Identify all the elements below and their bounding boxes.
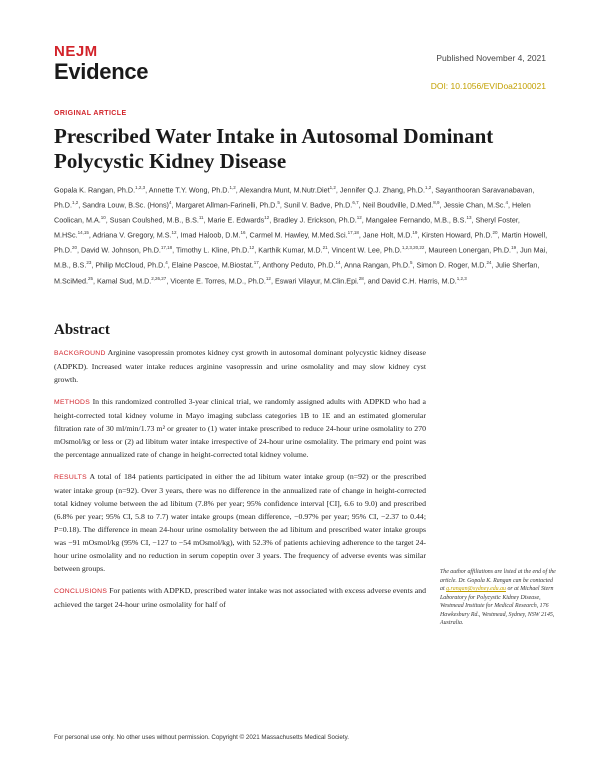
copyright-footer: For personal use only. No other uses without permission. Copyright © 2021 Massachusetts Medical Society. — [54, 734, 349, 741]
author-name: Jun Mai, M.B., B.S. — [54, 245, 548, 270]
author-name: Susan Coulshed, M.B., B.S. — [109, 215, 199, 225]
author-name: Alexandra Munt, M.Nutr.Diet — [239, 185, 330, 195]
author-name: Kirsten Howard, Ph.D. — [421, 230, 493, 240]
author-joiner: and — [367, 275, 380, 285]
author-name: Elaine Pascoe, M.Biostat. — [171, 260, 254, 270]
author-affiliation: 25 — [87, 275, 93, 281]
conclusions-label: CONCLUSIONS — [54, 588, 108, 595]
logo-evidence: Evidence — [54, 59, 149, 84]
abstract-methods — [54, 395, 426, 461]
author-name: Annette T.Y. Wong, Ph.D. — [148, 185, 230, 195]
author-affiliation: 20 — [71, 245, 77, 251]
author-affiliation: 1,2,3,20,22 — [401, 245, 425, 251]
results-text: A total of 184 patients participated in either the ad libitum water intake group (n=92) or the prescribed water intake group (n=92). Over 3 years, there was no difference in the annualized rate of change in height-corrected total kidney volume between the ad libitum (7.8% per year; 95% confidence interval [CI], 6.6 to 9.0) and prescribed (6.8% per year; 95% CI, 5.8 to 7.7) water intake groups (mean difference, −0.97% per year; 95% CI, −2.37 to 0.44; P=0.18). The difference in mean 24-hour urine osmolality between the ad libitum and prescribed water intake groups was −91 mOsmol/kg (95% CI, −127 to −54 mOsmol/kg), with 52.3% of patients achieving adherence to the target 24-hour urine osmolality and no reduction in serum copeptin over 3 years. The frequency of adverse events was similar between groups. — [54, 472, 426, 573]
author-affiliation: 12 — [356, 215, 362, 221]
logo-nejm: NEJM — [54, 43, 98, 60]
author-name: Jennifer Q.J. Zhang, Ph.D. — [339, 185, 425, 195]
author-name: Adriana V. Gregory, M.S. — [92, 230, 172, 240]
author-name: Martin Howell, Ph.D. — [54, 230, 548, 255]
author-affiliation: 5 — [410, 260, 413, 266]
conclusions-text: For patients with ADPKD, prescribed water intake was not associated with excess adverse events and achieved the target 24-hour urine osmolality for half of — [54, 586, 426, 609]
author-affiliation: 12 — [265, 275, 271, 281]
author-list: Gopala K. Rangan, Ph.D.$^{1,2,3}$, Annette T.Y. Wong, Ph.D.$^{1,2}$, Alexandra Munt, M.Nutr.Diet$^{1,2}$, Jennifer Q.J. Zhang, Ph.D.$^{1,2}$, Sayanthooran Saravanabavan, Ph.D.$^{1,2}$, Sandra Louw, B.Sc. (Hons)$^4$, Margaret Allman-Farinelli, Ph.D.$^5$, Sunil V. Badve, Ph.D.$^{6,7}$, Neil Boudville, D.Med.$^{8,9}$, Jessie Chan, M.Sc.$^4$, Helen Coolican, M.A.$^{10}$, Susan Coulshed, M.B., B.S.$^{11}$, Marie E. Edwards$^{12}$, Bradley J. Erickson, Ph.D.$^{12}$, Mangalee Fernando, M.B., B.S.$^{13}$, Sheryl Foster, M.HSc.$^{14,15}$, Adriana V. Gregory, M.S.$^{12}$, Imad Haloob, D.M.$^{16}$, Carmel M. Hawley, M.Med.Sci.$^{17,18}$, Jane Holt, M.D.$^{19}$, Kirsten Howard, Ph.D.$^{20}$, Martin Howell, Ph.D.$^{20}$, David W. Johnson, Ph.D.$^{17,18}$, Timothy L. Kline, Ph.D.$^{12}$, Karthik Kumar, M.D.$^{21}$, Vincent W. Lee, Ph.D.$^{1,2,3,20,22}$, Maureen Lonergan, Ph.D.$^{19}$, Jun Mai, M.B., B.S.$^{23}$, Philip McCloud, Ph.D.$^4$, Elaine Pascoe, M.Biostat.$^{17}$, Anthony Peduto, Ph.D.$^{14}$, Anna Rangan, Ph.D.$^5$, Simon D. Roger, M.D.$^{24}$, Julie Sherfan, M.SciMed.$^{25}$, Kamal Sud, M.D.$^{2,26,27}$, Vicente E. Torres, M.D., Ph.D.$^{12}$, Eswari Vilayur, M.Clin.Epi.$^{28}$, and David C.H. Harris, M.D.$^{1,2,3}$ — [54, 185, 548, 285]
doi-link[interactable]: DOI: 10.1056/EVIDoa2100021 — [430, 81, 546, 91]
author-affiliation: 14 — [335, 260, 341, 266]
author-affiliation: 1,2,3 — [135, 185, 146, 190]
author-name: Anna Rangan, Ph.D. — [344, 260, 411, 270]
author-name: Sandra Louw, B.Sc. (Hons) — [82, 200, 169, 210]
author-name: Timothy L. Kline, Ph.D. — [176, 245, 250, 255]
abstract-conclusions — [54, 584, 426, 611]
author-affiliation: 28 — [358, 275, 364, 281]
author-name: Neil Boudville, D.Med. — [362, 200, 434, 210]
author-affiliation: 19 — [412, 230, 418, 236]
author-name: Sheryl Foster, M.HSc. — [54, 215, 520, 240]
article-title: Prescribed Water Intake in Autosomal Dominant Polycystic Kidney Disease — [54, 124, 494, 173]
sidenote-intro: The author affiliations are listed at the end of the article. Dr. Gopala K. Rangan can be contacted at — [440, 569, 556, 592]
author-affiliation: 11 — [198, 215, 204, 221]
author-name: Eswari Vilayur, M.Clin.Epi. — [274, 275, 359, 285]
author-affiliation: 14,15 — [77, 230, 89, 236]
author-affiliation: 17,18 — [160, 245, 173, 251]
author-name: Karthik Kumar, M.D. — [258, 245, 323, 255]
author-affiliation: 4 — [168, 200, 172, 206]
methods-text: In this randomized controlled 3-year clinical trial, we randomly assigned adults with ADPKD who had a height-corrected total kidney volume in Mayo imaging subclass categories 1B to 1E and an estimated glomerular filtration rate of 30 ml/min/1.73 m² or greater to (1) water intake prescribed to reduce 24-hour urine osmolality to 270 mOsmol/kg or less or (2) ad libitum water intake irrespective of 24-hour urine osmolality. The primary end point was the percentage annualized rate of change in height-corrected total kidney volume. — [54, 397, 426, 459]
author-email-link[interactable]: g.rangan@sydney.edu.au — [446, 586, 506, 592]
abstract-heading: Abstract — [54, 322, 110, 338]
author-affiliation: 1,2 — [424, 185, 432, 190]
publication-info — [431, 44, 546, 100]
author-name: Marie E. Edwards — [207, 215, 265, 225]
author-affiliation: 10 — [100, 215, 106, 221]
author-name: Sunil V. Badve, Ph.D. — [283, 200, 353, 210]
author-affiliation: 16 — [240, 230, 246, 236]
journal-logo — [54, 44, 148, 84]
author-name: Anthony Peduto, Ph.D. — [262, 260, 336, 270]
author-affiliation: 2,26,27 — [151, 275, 167, 281]
author-affiliation: 4 — [505, 200, 508, 206]
background-label: BACKGROUND — [54, 350, 106, 357]
correspondence-note — [440, 568, 558, 628]
author-affiliation: 1,2 — [229, 185, 236, 190]
author-affiliation: 6,7 — [352, 200, 359, 206]
author-name: Jane Holt, M.D. — [362, 230, 413, 240]
background-text: Arginine vasopressin promotes kidney cyst growth in autosomal dominant polycystic kidney disease (ADPKD). Increased water intake reduces arginine vasopressin and urine osmolality and may slow kidney cyst growth. — [54, 348, 426, 384]
published-date: Published November 4, 2021 — [436, 53, 546, 63]
author-affiliation: 23 — [86, 260, 92, 266]
author-affiliation: 1,2,3 — [456, 275, 467, 281]
author-name: Philip McCloud, Ph.D. — [95, 260, 166, 270]
sidenote-address: or at Michael Stern Laboratory for Polycystic Kidney Disease, Westmead Institute for Medical Research, 176 Hawkesbury Rd., Westmead, Sydney, NSW 2145, Australia. — [440, 586, 555, 626]
author-affiliation: 20 — [492, 230, 498, 236]
author-name: Vincent W. Lee, Ph.D. — [331, 245, 402, 255]
author-affiliation: 17,18 — [347, 230, 359, 236]
author-name: Bradley J. Erickson, Ph.D. — [273, 215, 357, 225]
author-name: Kamal Sud, M.D. — [96, 275, 152, 285]
author-name: Julie Sherfan, M.SciMed. — [54, 260, 540, 285]
author-name: Simon D. Roger, M.D. — [416, 260, 487, 270]
abstract-background — [54, 346, 426, 386]
author-affiliation: 24 — [486, 260, 492, 266]
author-name: Carmel M. Hawley, M.Med.Sci. — [249, 230, 348, 240]
author-affiliation: 13 — [466, 215, 472, 221]
author-affiliation: 12 — [171, 230, 177, 236]
author-name: David C.H. Harris, M.D. — [381, 275, 457, 285]
author-name: Jessie Chan, M.Sc. — [443, 200, 506, 210]
author-name: Gopala K. Rangan, Ph.D. — [54, 185, 136, 195]
author-affiliation: 1,2 — [71, 200, 79, 206]
abstract-results — [54, 470, 426, 575]
author-name: Helen Coolican, M.A. — [54, 200, 531, 225]
article-type-label: ORIGINAL ARTICLE — [54, 110, 127, 117]
author-name: Imad Haloob, D.M. — [180, 230, 241, 240]
author-name: Sayanthooran Saravanabavan, Ph.D. — [54, 185, 535, 210]
methods-label: METHODS — [54, 399, 91, 406]
author-name: Mangalee Fernando, M.B., B.S. — [365, 215, 467, 225]
author-name: Vicente E. Torres, M.D., Ph.D. — [170, 275, 266, 285]
author-affiliation: 17 — [253, 260, 259, 266]
author-affiliation: 12 — [249, 245, 255, 251]
author-affiliation: 4 — [165, 260, 168, 266]
author-affiliation: 1,2 — [329, 185, 336, 190]
author-affiliation: 19 — [511, 245, 517, 251]
author-affiliation: 12 — [264, 215, 270, 221]
author-name: Margaret Allman-Farinelli, Ph.D. — [175, 200, 278, 210]
author-name: David W. Johnson, Ph.D. — [81, 245, 161, 255]
abstract-body — [54, 346, 426, 620]
results-label: RESULTS — [54, 474, 87, 481]
author-affiliation: 5 — [277, 200, 280, 206]
author-name: Maureen Lonergan, Ph.D. — [428, 245, 512, 255]
author-affiliation: 21 — [322, 245, 328, 251]
author-affiliation: 8,9 — [433, 200, 440, 206]
